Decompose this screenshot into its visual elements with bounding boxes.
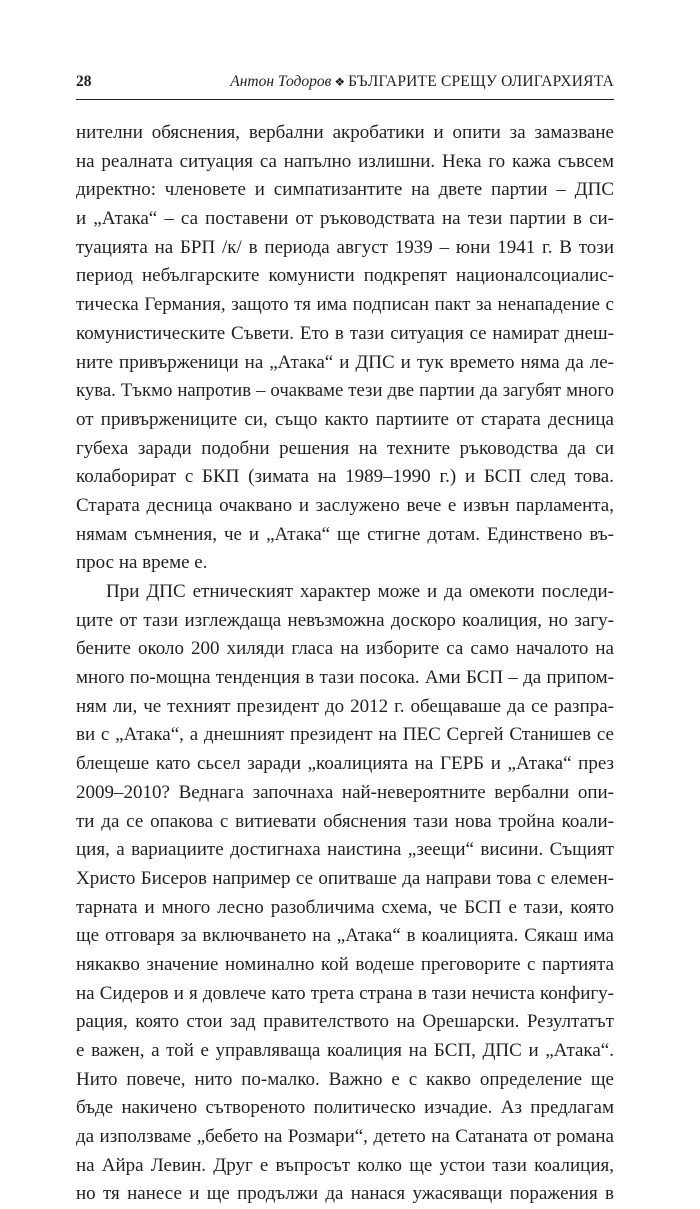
text-line: ция, а вариациите достигнаха наистина „зеещи“ висини. Същият xyxy=(76,839,614,861)
text-line: период небългарските комунисти подкрепят националсоциалис- xyxy=(76,265,614,287)
running-head-title xyxy=(230,70,614,94)
text-line: ците от тази изглеждаща невъзможна доскоро коалиция, но загу- xyxy=(76,609,614,631)
text-line: нямам съмнения, че и „Атака“ ще стигне дотам. Единствено въ- xyxy=(76,523,614,545)
text-line: и „Атака“ – са поставени от ръководствата на тези партии в си- xyxy=(76,208,614,230)
text-line: Нито повече, нито по-малко. Важно е с какво определение ще xyxy=(76,1068,614,1090)
text-line: При ДПС етническият характер може и да омекоти последи- xyxy=(106,581,614,602)
text-line: някакво значение номинално кой водеше преговорите с партията xyxy=(76,953,614,975)
text-line: много по-мощна тенденция в тази посока. Ами БСП – да припом- xyxy=(76,667,614,689)
text-line: нителни обяснения, вербални акробатики и опити за замазване xyxy=(76,122,614,143)
text-line: ще отговаря за включването на „Атака“ в коалицията. Сякаш има xyxy=(76,925,614,947)
text-line: Старата десница очаквано и заслужено вече е извън парламента, xyxy=(76,494,614,516)
book-title: БЪЛГАРИТЕ СРЕЩУ ОЛИГАРХИЯТА xyxy=(348,73,614,90)
text-line: ням ли, че техният президент до 2012 г. обещаваше да се разпра- xyxy=(76,695,614,717)
text-line: ти да се опакова с витиевати обяснения тази нова тройна коали- xyxy=(76,810,614,832)
running-head xyxy=(76,70,614,94)
text-line: рация, която стои зад правителството на Орешарски. Резултатът xyxy=(76,1011,614,1033)
text-line: губеха заради подобни решения на техните ръководства да си xyxy=(76,437,614,459)
text-line: кува. Тъкмо напротив – очакваме тези две партии да загубят много xyxy=(76,380,614,402)
body-text xyxy=(76,119,614,1209)
page-number: 28 xyxy=(76,73,92,90)
text-line: блещеше като сьсел заради „коалицията на ГЕРБ и „Атака“ през xyxy=(76,753,614,775)
header-rule xyxy=(76,99,614,100)
author-name: Антон Тодоров xyxy=(230,73,332,90)
text-line: на реалната ситуация са напълно излишни. Нека го кажа съвсем xyxy=(76,150,614,172)
text-line: тарната и много лесно разобличима схема, че БСП е тази, която xyxy=(76,896,614,918)
text-line: е важен, а той е управляваща коалиция на БСП, ДПС и „Атака“. xyxy=(76,1040,614,1061)
ornament-separator: ❖ xyxy=(334,75,346,89)
text-line: от привържениците си, също както партиите от старата десница xyxy=(76,408,614,430)
text-line: бените около 200 хиляди гласа на изборите са само началото на xyxy=(76,638,614,660)
text-line: да използваме „бебето на Розмари“, детето на Сатаната от романа xyxy=(76,1126,614,1148)
text-line: тическа Германия, защото тя има подписан пакт за ненападение с xyxy=(76,294,614,316)
text-line: ви с „Атака“, а днешният президент на ПЕС Сергей Станишев се xyxy=(76,724,614,746)
text-line: ните привърженици на „Атака“ и ДПС и тук времето няма да ле- xyxy=(76,351,614,373)
text-line: Христо Бисеров например се опитваше да направи това с елемен- xyxy=(76,867,614,889)
text-line: бъде накичено сътвореното политическо изчадие. Аз предлагам xyxy=(76,1097,614,1119)
text-line: колаборират с БКП (зимата на 1989–1990 г.) и БСП след това. xyxy=(76,466,614,488)
text-line: туацията на БРП /к/ в периода август 1939 – юни 1941 г. В този xyxy=(76,236,614,258)
text-line: 2009–2010? Веднага започнаха най-невероятните вербални опи- xyxy=(76,781,614,803)
text-line: директно: членовете и симпатизантите на двете партии – ДПС xyxy=(76,179,614,201)
text-line: но тя нанесе и ще продължи да нанася ужасяващи поражения в xyxy=(76,1183,614,1205)
text-line: прос на време е. xyxy=(76,552,208,574)
text-line: на Айра Левин. Друг е въпросът колко ще устои тази коалиция, xyxy=(76,1154,614,1176)
text-line: на Сидеров и я довлече като трета страна в тази нечиста конфигу- xyxy=(76,982,614,1004)
text-line: комунистическите Съвети. Ето в тази ситуация се намират днеш- xyxy=(76,322,614,344)
